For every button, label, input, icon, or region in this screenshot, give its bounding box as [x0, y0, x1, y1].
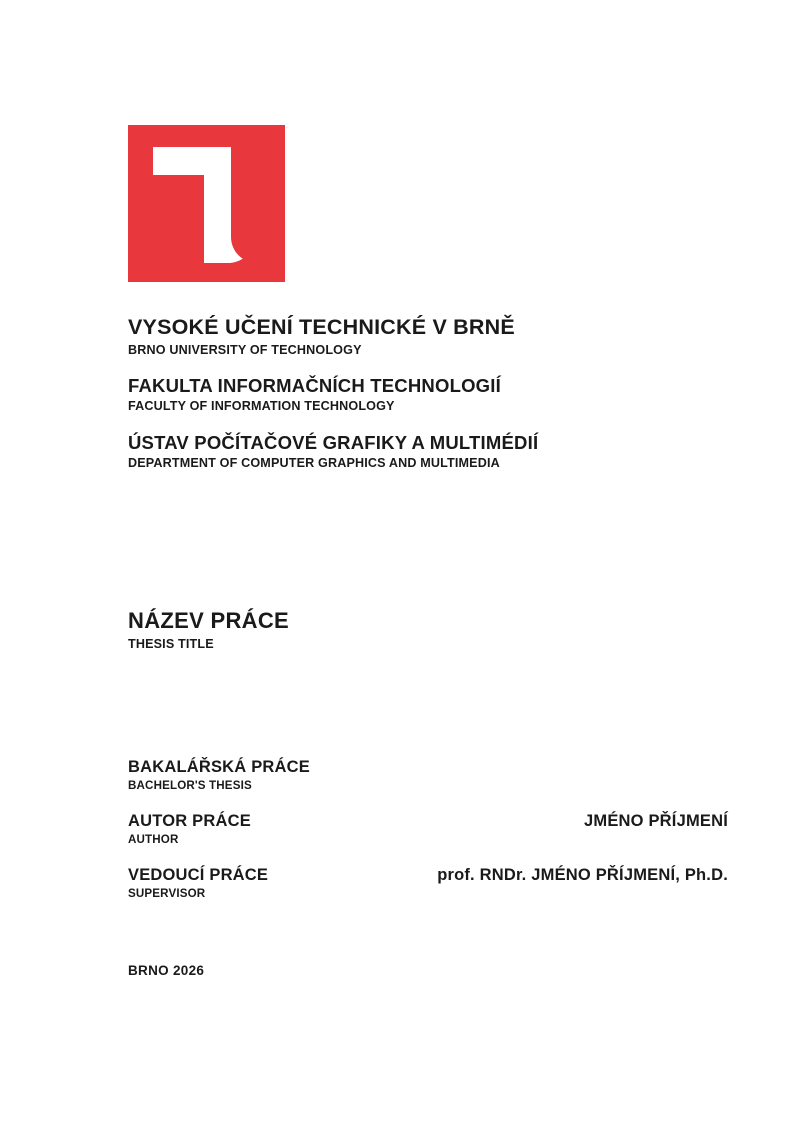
department-name-cz: ÚSTAV POČÍTAČOVÉ GRAFIKY A MULTIMÉDIÍ: [128, 431, 539, 453]
thesis-title-block: [128, 608, 728, 651]
author-label-en: AUTHOR: [128, 833, 179, 846]
supervisor-label-en: SUPERVISOR: [128, 887, 206, 900]
department-group: [128, 432, 728, 472]
place-year: BRNO 2026: [128, 963, 205, 978]
but-t-logo: [128, 125, 285, 282]
faculty-name-cz: FAKULTA INFORMAČNÍCH TECHNOLOGIÍ: [128, 375, 501, 397]
author-label-cz: AUTOR PRÁCE: [128, 812, 251, 830]
thesis-meta-block: [128, 758, 728, 920]
thesis-title-cz: NÁZEV PRÁCE: [128, 608, 289, 633]
thesis-type-row: [128, 758, 728, 792]
supervisor-name: prof. RNDr. JMÉNO PŘÍJMENÍ, Ph.D.: [437, 866, 728, 884]
thesis-type-cz: BAKALÁŘSKÁ PRÁCE: [128, 758, 310, 776]
university-name-cz: VYSOKÉ UČENÍ TECHNICKÉ V BRNĚ: [128, 315, 515, 339]
author-name: JMÉNO PŘÍJMENÍ: [584, 812, 728, 830]
supervisor-row: [128, 866, 728, 900]
university-group: [128, 315, 728, 358]
author-row: [128, 812, 728, 846]
supervisor-label-cz: VEDOUCÍ PRÁCE: [128, 866, 269, 884]
faculty-group: [128, 375, 728, 415]
department-name-en: DEPARTMENT OF COMPUTER GRAPHICS AND MULTIMEDIA: [128, 455, 500, 470]
institution-block: [128, 315, 728, 488]
university-name-en: BRNO UNIVERSITY OF TECHNOLOGY: [128, 342, 362, 357]
thesis-type-en: BACHELOR'S THESIS: [128, 779, 252, 792]
faculty-name-en: FACULTY OF INFORMATION TECHNOLOGY: [128, 399, 395, 414]
thesis-title-en: THESIS TITLE: [128, 637, 214, 651]
